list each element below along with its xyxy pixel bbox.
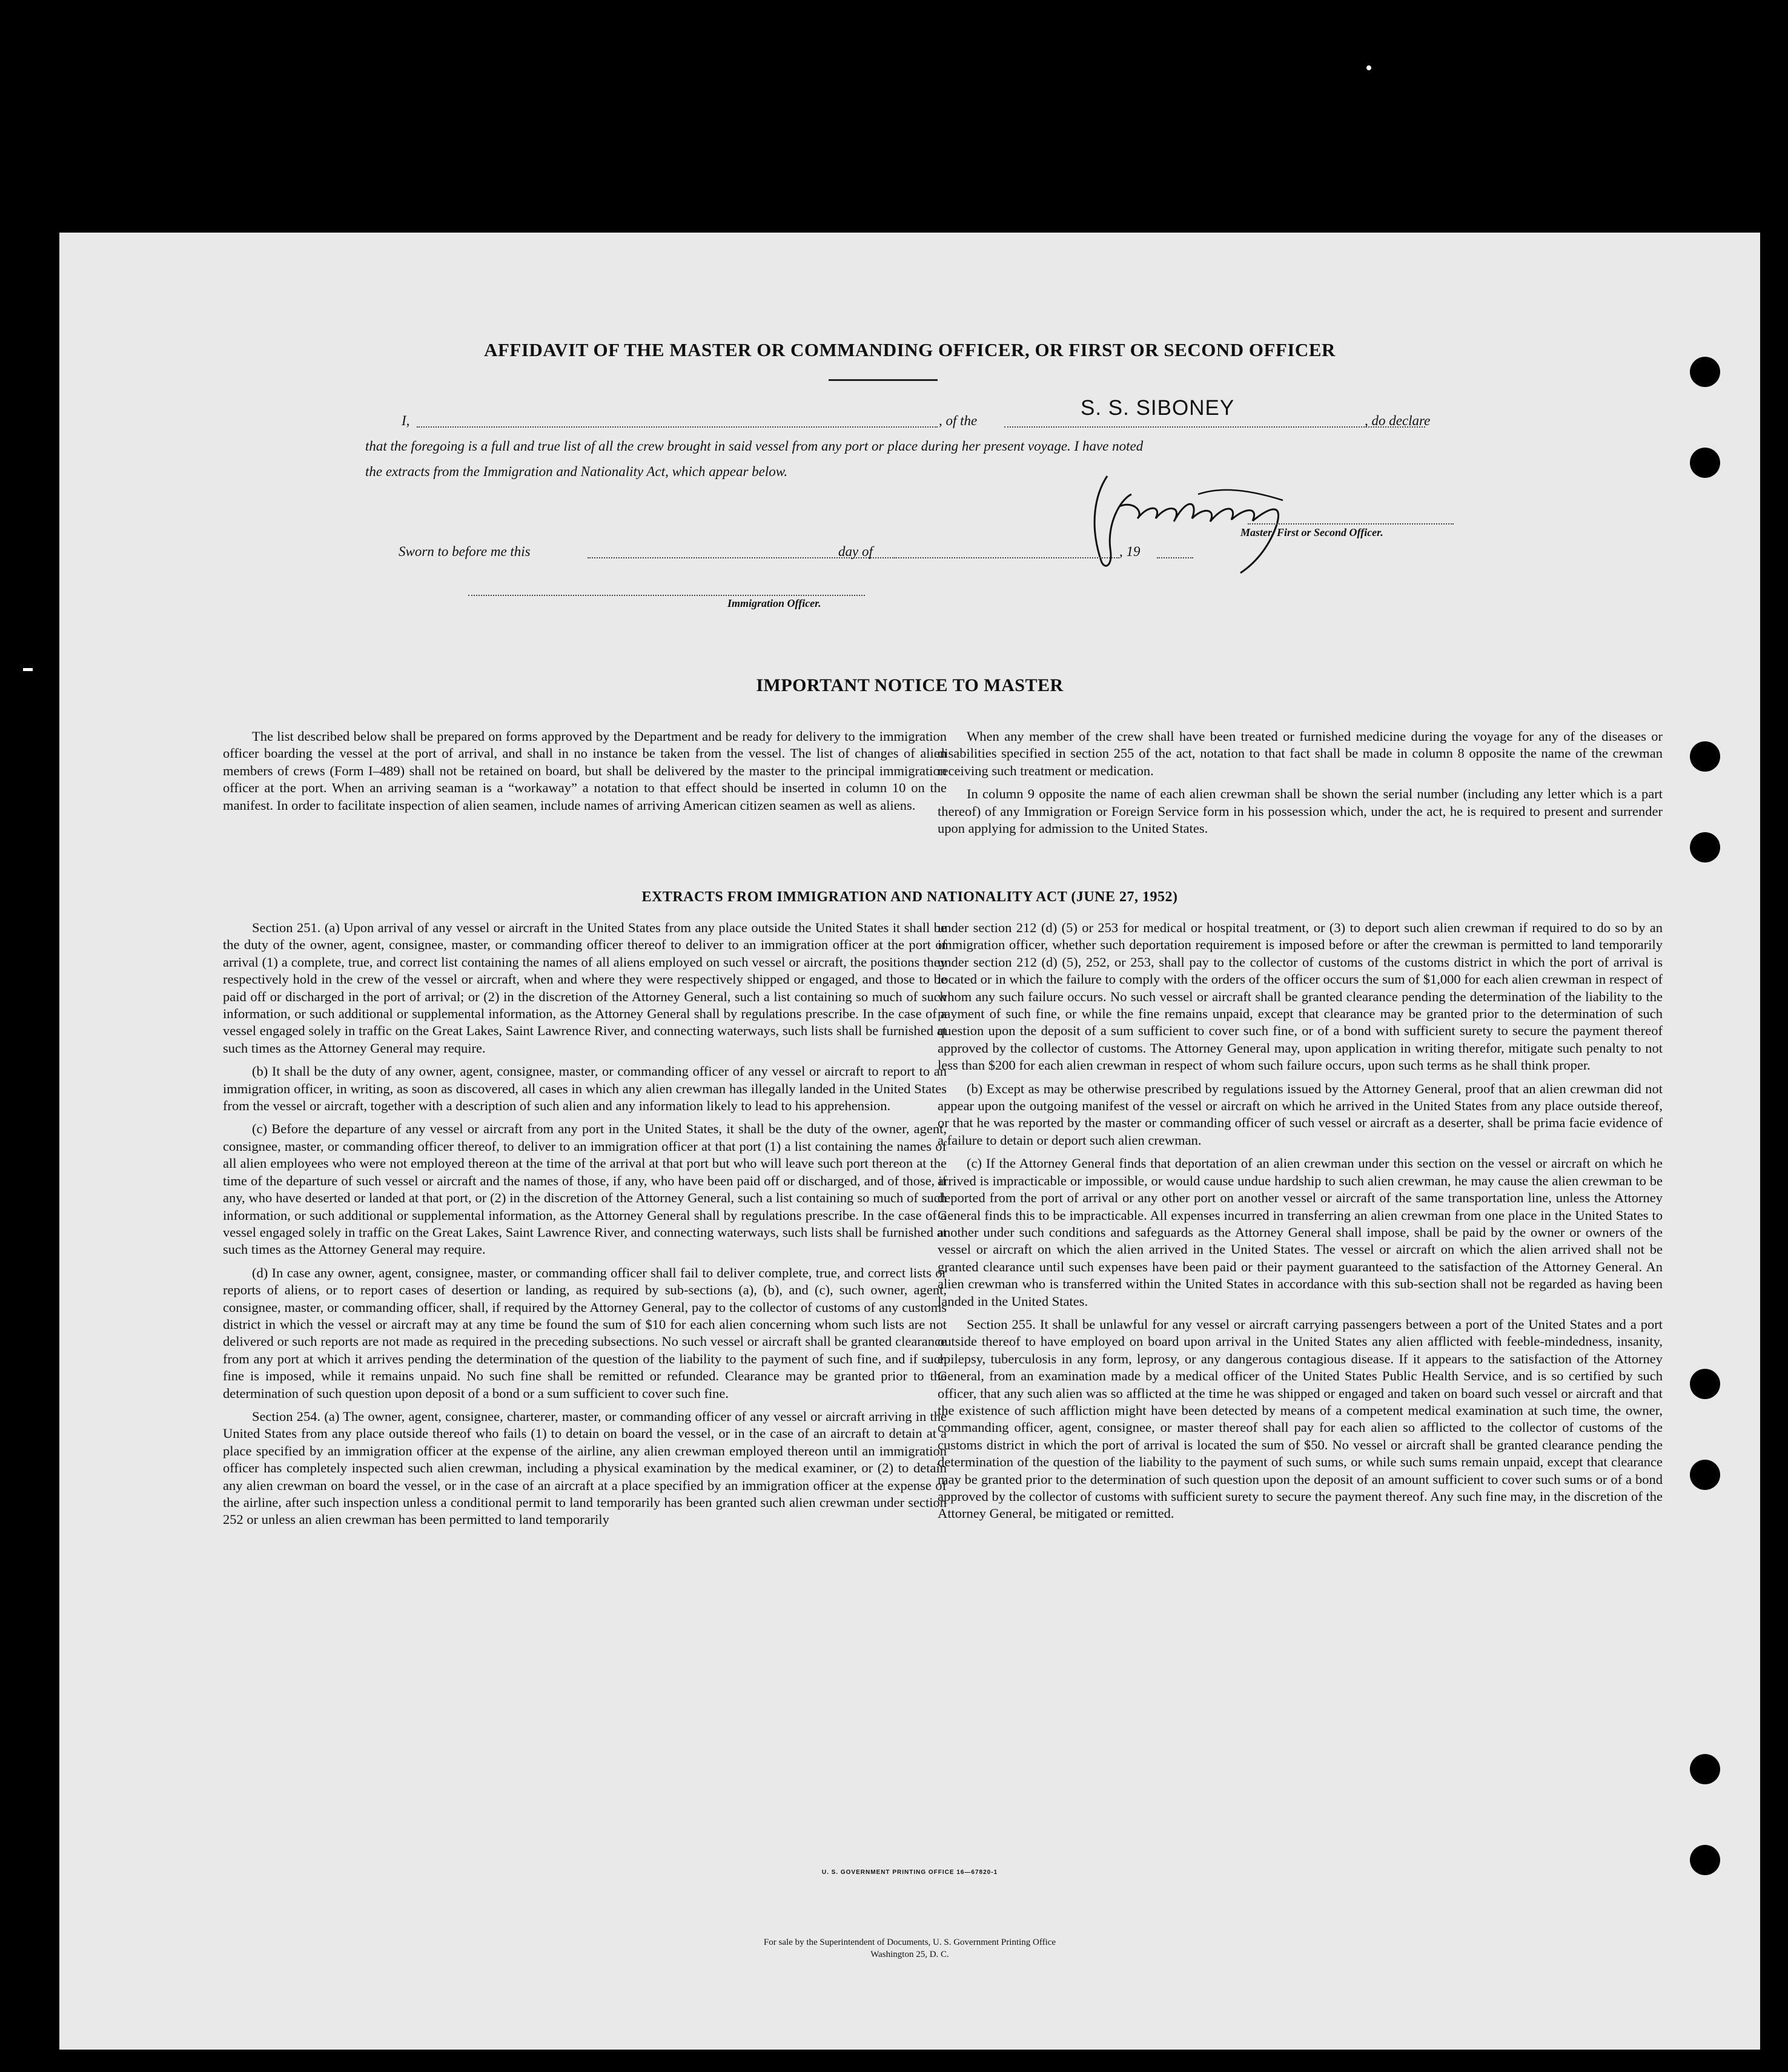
section-paragraph: (d) In case any owner, agent, consignee, master, or commanding officer shall fail to deliver complete, true, and correct lists or reports of aliens, or to report cases of desertion or landing, as required by sub-sections (a), (b), and (c), such owner, agent, consignee, master, or commanding officer, shall, if required by the Attorney General, pay to the collector of customs of any customs district in which the vessel or aircraft may at any time be found the sum of $10 for each alien concerning whom such lists are not delivered or such reports are not made as required in the preceding subsections. No such vessel or aircraft shall be granted clearance from any port at which it arrives pending the determination of the question of the liability to the payment of such fine, and if such fine is imposed, while it remains unpaid. No such fine shall be remitted or refunded. Clearance may be granted prior to the determination of such question upon deposit of a bond or a sum sufficient to cover such fine. bbox=[223, 1265, 947, 1401]
notice-paragraph: In column 9 opposite the name of each alien crewman shall be shown the serial number (including any letter which is a part thereof) of any Immigration or Foreign Service form in his possession which, under the act, he is required to present and surrender upon applying for admission to the United States. bbox=[938, 786, 1663, 836]
section-paragraph: Section 254. (a) The owner, agent, consignee, charterer, master, or commanding officer of any vessel or aircraft arriving in the United States from any place outside thereof who fails (1) to detain on board the vessel, or in the case of an aircraft to detain at a place specified by an immigration officer at the expense of the airline, any alien crewman employed thereon until an immigration officer has completely inspected such alien crewman, including a physical examination by the medical examiner, or (2) to detain any alien crewman on board the vessel, or in the case of an aircraft at a place specified by an immigration officer at the expense of the airline, after such inspection unless a conditional permit to land temporarily has been granted such alien crewman under section 252 or unless an alien crewman has been permitted to land temporarily bbox=[223, 1408, 947, 1528]
notice-paragraph: The list described below shall be prepared on forms approved by the Department and be ready for delivery to the immigration officer boarding the vessel at the port of arrival, and shall in no instance be taken from the vessel. The list of changes of alien members of crews (Form I–489) shall not be retained on board, but shall be delivered by the master to the principal immigration officer at the port. When an arriving seaman is a “workaway” a notation to that effect should be inserted in column 10 on the manifest. In order to facilitate inspection of alien seamen, include names of arriving American citizen seamen as well as aliens. bbox=[223, 729, 947, 813]
master-signature bbox=[1077, 470, 1392, 579]
of-the-label: , of the bbox=[939, 413, 978, 428]
affidavit-i-label: I, bbox=[402, 413, 410, 428]
notice-left-column bbox=[223, 728, 947, 820]
section-paragraph: Section 251. (a) Upon arrival of any vessel or aircraft in the United States from any place outside the United States it shall be the duty of the owner, agent, consignee, master, or commanding officer thereof to deliver to an immigration officer at the port of arrival (1) a complete, true, and correct list containing the names of all aliens employed on such vessel or aircraft, the positions they respectively hold in the crew of the vessel or aircraft, when and where they were respectively shipped or engaged, and those to be paid off or discharged in the port of arrival; or (2) in the discretion of the Attorney General, such a list containing so much of such information, or such additional or supplemental information, as the Attorney General shall by regulations prescribe. In the case of a vessel engaged solely in traffic on the Great Lakes, Saint Lawrence River, and connecting waterways, such lists shall be furnished at such times as the Attorney General may require. bbox=[223, 920, 947, 1056]
do-declare-label: , do declare bbox=[1365, 413, 1431, 428]
sworn-label: Sworn to before me this bbox=[399, 544, 531, 559]
binder-hole bbox=[1690, 1369, 1720, 1399]
section-paragraph: (b) Except as may be otherwise prescribed by regulations issued by the Attorney General, proof that an alien crewman did not appear upon the outgoing manifest of the vessel or aircraft on which he arrived in the United States from any place outside thereof, or that he was reported by the master or commanding officer of such vessel or aircraft as a deserter, shall be prima facie evidence of a failure to detain or deport such alien crewman. bbox=[938, 1081, 1663, 1148]
scan-speck bbox=[1366, 65, 1371, 70]
immigration-officer-line bbox=[468, 595, 865, 596]
document-sheet bbox=[59, 233, 1760, 2050]
vessel-line bbox=[1004, 426, 1425, 428]
year-line bbox=[1157, 557, 1193, 558]
title-rule bbox=[829, 379, 938, 381]
binder-hole bbox=[1690, 448, 1720, 478]
sale-line-2: Washington 25, D. C. bbox=[870, 1950, 949, 1959]
binder-hole bbox=[1690, 1754, 1720, 1784]
day-of-label: day of bbox=[838, 544, 873, 559]
binder-hole bbox=[1690, 1845, 1720, 1875]
notice-paragraph: When any member of the crew shall have been treated or furnished medicine during the voyage for any of the diseases or disabilities specified in section 255 of the act, notation to that fact shall be made in column 8 opposite the name of the crewman receiving such treatment or medication. bbox=[938, 729, 1663, 778]
notice-right-column bbox=[938, 728, 1663, 843]
immigration-officer-caption: Immigration Officer. bbox=[727, 597, 821, 609]
sale-line-1: For sale by the Superintendent of Documents, U. S. Government Printing Office bbox=[763, 1938, 1056, 1947]
section-paragraph: (c) Before the departure of any vessel or aircraft from any port in the United States, it shall be the duty of the owner, agent, consignee, master, or commanding officer thereof, to deliver to an immigration officer at that port (1) a list containing the names of all alien employees who were not employed thereon at the time of the arrival at that port but who will leave such port thereon at the time of the departure of such vessel or aircraft and the names of those, if any, who have been paid off or discharged, and of those, if any, who have deserted or landed at that port, or (2) in the discretion of the Attorney General, such a list containing so much of such information, or such additional or supplemental information, as the Attorney General shall by regulations prescribe. In the case of a vessel engaged solely in traffic on the Great Lakes, Saint Lawrence River, and connecting waterways, such lists shall be furnished at such times as the Attorney General may require. bbox=[223, 1121, 947, 1257]
extracts-left-column bbox=[223, 919, 947, 1535]
signature-caption: Master, First or Second Officer. bbox=[1240, 526, 1383, 538]
extracts-heading: EXTRACTS FROM IMMIGRATION AND NATIONALITY ACT (JUNE 27, 1952) bbox=[641, 889, 1178, 905]
section-paragraph: (c) If the Attorney General finds that deportation of an alien crewman under this section on the vessel or aircraft on which he arrived is impracticable or impossible, or would cause undue hardship to such alien crewman, he may cause the alien crewman to be deported from the port of arrival or any other port on another vessel or aircraft of the same transportation line, unless the Attorney General finds this to be impracticable. All expenses incurred in transferring an alien crewman from one place in the United States to another under such conditions and safeguards as the Attorney General shall impose, shall be paid by the owner or owners of the vessel or aircraft on which the alien arrived in the United States. The vessel or aircraft on which the alien arrived shall not be granted clearance until such expenses have been paid or their payment guaranteed to the satisfaction of the Attorney General. An alien crewman who is transferred within the United States in accordance with this sub-section shall not be regarded as having been landed in the United States. bbox=[938, 1156, 1663, 1309]
binder-hole bbox=[1690, 1460, 1720, 1490]
year-label: , 19 bbox=[1119, 544, 1141, 559]
extracts-right-column bbox=[938, 919, 1663, 1529]
scan-speck bbox=[23, 668, 33, 671]
printing-office-line: U. S. GOVERNMENT PRINTING OFFICE 16—67820-1 bbox=[821, 1869, 998, 1876]
binder-hole bbox=[1690, 741, 1720, 772]
affidavit-line-2: that the foregoing is a full and true list of all the crew brought in said vessel from any port or place during her present voyage. I have noted bbox=[365, 439, 1144, 454]
affidavit-title: AFFIDAVIT OF THE MASTER OR COMMANDING OFFICER, OR FIRST OR SECOND OFFICER bbox=[484, 339, 1336, 360]
sworn-month-line bbox=[894, 557, 1119, 558]
section-paragraph: under section 212 (d) (5) or 253 for medical or hospital treatment, or (3) to deport such alien crewman if required to do so by an immigration officer, whether such deportation requirement is imposed before or after the crewman is permitted to land temporarily under section 212 (d) (5), 252, or 253, shall pay to the collector of customs of the customs district in which the port of arrival is located or in which the failure to comply with the orders of the officer occurs the sum of $1,000 for each alien crewman in respect of whom any such failure occurs. No such vessel or aircraft shall be granted clearance pending the determination of the liability to the payment of such fine, or while the fine remains unpaid, except that clearance may be granted prior to the determination of such question upon the deposit of a sum sufficient to cover such fine, or of a bond with sufficient surety to secure the payment thereof approved by the collector of customs. The Attorney General may, upon application in writing therefor, mitigate such penalty to not less than $200 for each alien crewman in respect of whom such failure occurs, upon such terms as he shall think proper. bbox=[938, 920, 1663, 1073]
section-paragraph: Section 255. It shall be unlawful for any vessel or aircraft carrying passengers between a port of the United States and a port outside thereof to have employed on board upon arrival in the United States any alien afflicted with feeble-mindedness, insanity, epilepsy, tuberculosis in any form, leprosy, or any dangerous contagious disease. If it appears to the satisfaction of the Attorney General, from an examination made by a medical officer of the United States Public Health Service, and is so certified by such officer, that any such alien was so afflicted at the time he was shipped or engaged and taken on board such vessel or aircraft and that the existence of such affliction might have been detected by means of a competent medical examination at such time, the owner, commanding officer, agent, consignee, or master thereof shall pay for each alien so afflicted to the collector of customs of the customs district in which the port of arrival is located the sum of $50. No vessel or aircraft shall be granted clearance pending the determination of the question of the liability to the payment of such sums, or while such sums remain unpaid, except that clearance may be granted prior to the determination of such question upon the deposit of an amount sufficient to cover such sums or of a bond approved by the collector of customs with sufficient surety to secure the payment thereof. Any such fine may, in the discretion of the Attorney General, be mitigated or remitted. bbox=[938, 1316, 1663, 1521]
declarant-name-line bbox=[417, 426, 938, 428]
binder-hole bbox=[1690, 832, 1720, 862]
section-paragraph: (b) It shall be the duty of any owner, agent, consignee, master, or commanding officer of any vessel or aircraft to report to an immigration officer, in writing, as soon as discovered, all cases in which any alien crewman has illegally landed in the United States from the vessel or aircraft, together with a description of such alien and any information likely to lead to his apprehension. bbox=[223, 1064, 947, 1114]
affidavit-line-3: the extracts from the Immigration and Nationality Act, which appear below. bbox=[365, 464, 788, 479]
vessel-name: S. S. SIBONEY bbox=[1081, 396, 1235, 420]
notice-title: IMPORTANT NOTICE TO MASTER bbox=[756, 675, 1064, 695]
signature-line bbox=[1248, 523, 1454, 525]
binder-hole bbox=[1690, 357, 1720, 387]
